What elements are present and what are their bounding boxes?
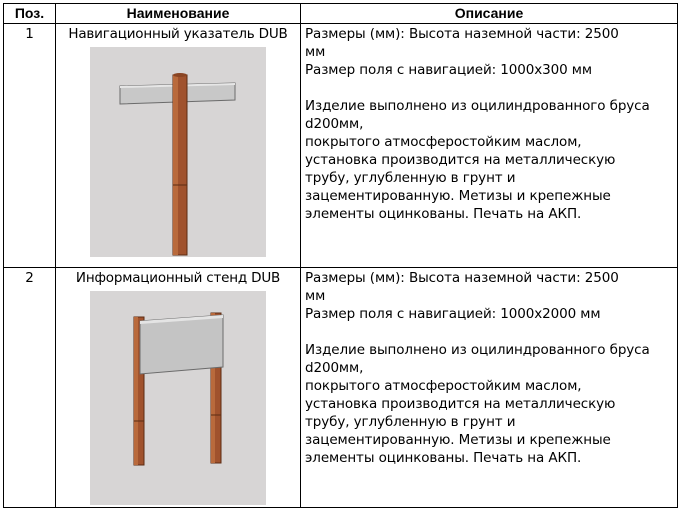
table-row	[4, 24, 678, 268]
desc-line: мм	[305, 44, 326, 60]
desc-line: Размеры (мм): Высота наземной части: 2500	[305, 270, 619, 286]
row-pos: 2	[4, 268, 56, 508]
row-name-cell	[56, 24, 301, 268]
stand-image	[90, 291, 266, 505]
desc-line: Размеры (мм): Высота наземной части: 2500	[305, 26, 619, 42]
desc-line: покрытого атмосферостойким маслом,	[305, 378, 582, 394]
header-name: Наименование	[56, 4, 301, 24]
header-pos: Поз.	[4, 4, 56, 24]
desc-line: Изделие выполнено из оцилиндрованного бруса	[305, 342, 650, 358]
desc-line: мм	[305, 288, 326, 304]
header-desc: Описание	[301, 4, 678, 24]
desc-line: покрытого атмосферостойким маслом,	[305, 134, 582, 150]
table-row	[4, 268, 678, 508]
desc-line: элементы оцинкованы. Печать на АКП.	[305, 450, 582, 466]
desc-line: Размер поля с навигацией: 1000х300 мм	[305, 62, 592, 78]
desc-line: установка производится на металлическую	[305, 396, 616, 412]
row-desc	[301, 268, 678, 508]
spec-table	[3, 3, 678, 508]
desc-line: зацементированную. Метизы и крепежные	[305, 432, 611, 448]
desc-line: трубу, углубленную в грунт и	[305, 170, 516, 186]
row-name-cell	[56, 268, 301, 508]
desc-line: установка производится на металлическую	[305, 152, 616, 168]
row-name: Информационный стенд DUB	[75, 270, 281, 286]
table-header-row	[4, 4, 678, 24]
stand-render	[90, 291, 266, 505]
desc-line: Размер поля с навигацией: 1000х2000 мм	[305, 306, 601, 322]
desc-line: зацементированную. Метизы и крепежные	[305, 188, 611, 204]
desc-line: трубу, углубленную в грунт и	[305, 414, 516, 430]
row-pos: 1	[4, 24, 56, 268]
desc-line: d200мм,	[305, 360, 364, 376]
signpost-render	[90, 47, 266, 257]
desc-line: Изделие выполнено из оцилиндрованного бруса	[305, 98, 650, 114]
row-name: Навигационный указатель DUB	[68, 26, 288, 42]
signpost-image	[90, 47, 266, 257]
info-panel	[140, 315, 223, 374]
row-desc	[301, 24, 678, 268]
desc-line: элементы оцинкованы. Печать на АКП.	[305, 206, 582, 222]
desc-line: d200мм,	[305, 116, 364, 132]
